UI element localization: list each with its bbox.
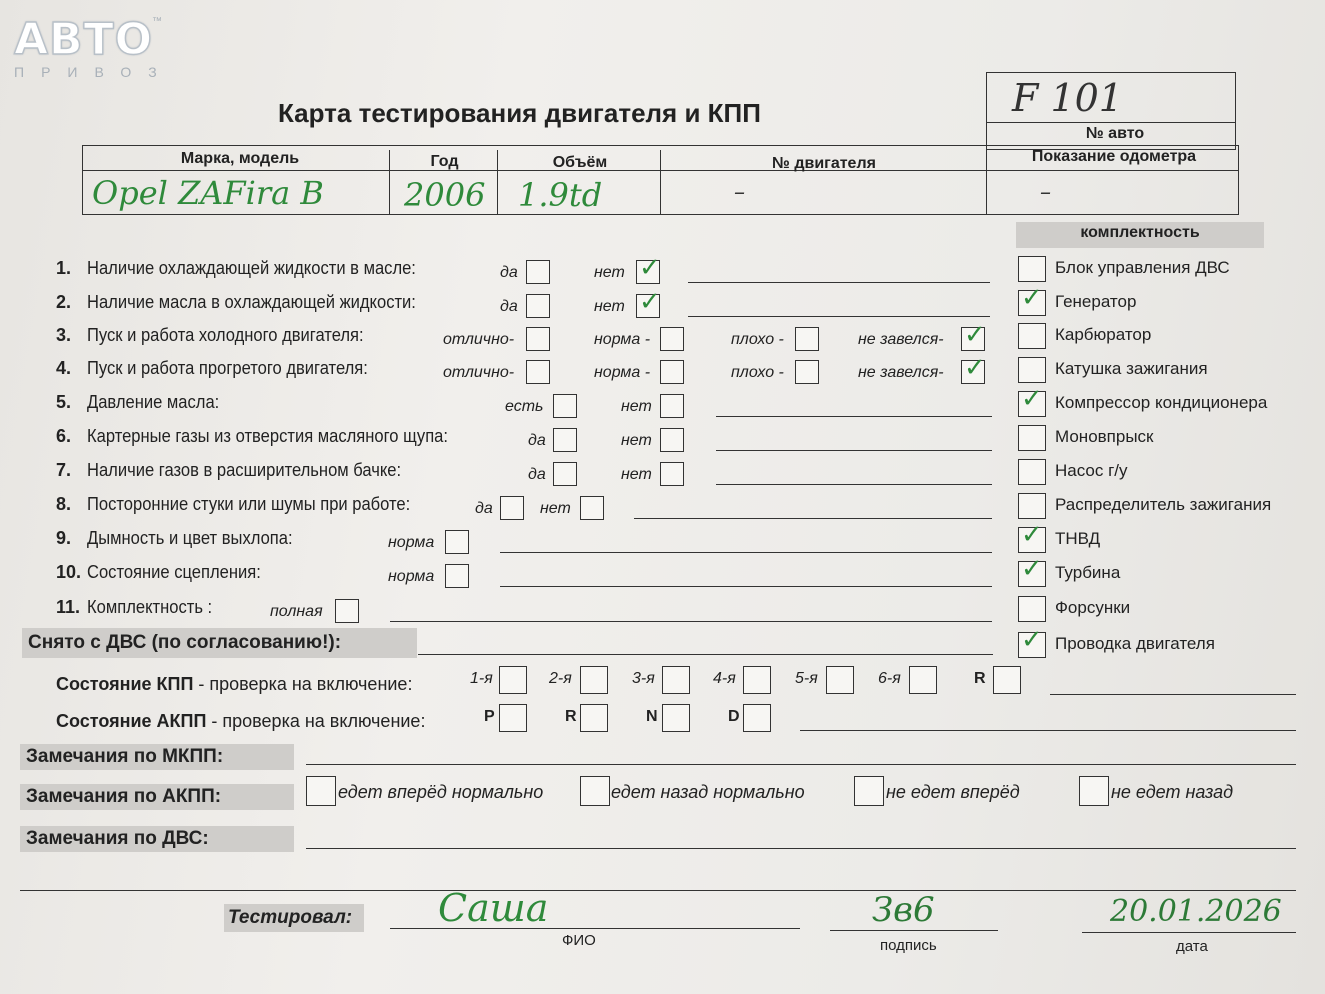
kpp-label-rest: - проверка на включение: <box>193 674 413 694</box>
component-label: Карбюратор <box>1055 325 1152 344</box>
check-mark-icon: ✓ <box>1021 384 1043 414</box>
component-checkbox[interactable] <box>1018 384 1046 417</box>
option-checkbox[interactable] <box>795 360 819 384</box>
logo-trademark: ™ <box>152 16 162 27</box>
akpp-remark-label: не едет вперёд <box>886 782 1020 802</box>
question-text: Наличие газов в расширительном бачке: <box>87 460 402 480</box>
option-label: нет <box>621 432 652 449</box>
test-date: 20.01.2026 <box>1110 894 1282 929</box>
question-text: Состояние сцепления: <box>87 562 261 582</box>
remarks-mkpp-label: Замечания по МКПП: <box>20 744 294 770</box>
header-make-model: Марка, модель <box>180 150 300 167</box>
gear-checkbox[interactable] <box>580 704 608 732</box>
component-checkbox[interactable] <box>1018 596 1046 622</box>
check-mark-icon: ✓ <box>1021 520 1043 550</box>
question-text: Давление масла: <box>87 392 220 412</box>
component-checkbox[interactable] <box>1018 625 1046 658</box>
car-number-label: № авто <box>1085 125 1145 142</box>
gear-label: P <box>484 708 495 725</box>
option-label: да <box>528 432 546 449</box>
kpp-label-bold: Состояние КПП <box>56 674 194 694</box>
akpp-remark-label: едет назад нормально <box>611 782 805 802</box>
option-label: отлично- <box>443 331 515 348</box>
option-checkbox[interactable] <box>660 428 684 452</box>
value-engine-number: – <box>734 180 745 205</box>
document-title: Карта тестирования двигателя и КПП <box>278 98 761 128</box>
akpp-remark-checkbox[interactable] <box>306 776 336 806</box>
component-checkbox[interactable] <box>1018 520 1046 553</box>
gear-label: 1-я <box>470 670 493 687</box>
akpp-label <box>56 711 425 732</box>
check-mark-icon: ✓ <box>1021 283 1043 313</box>
option-label: отлично- <box>443 364 515 381</box>
question-text: Комплектность : <box>87 597 213 617</box>
check-mark-icon: ✓ <box>639 253 661 283</box>
component-checkbox[interactable] <box>1018 323 1046 349</box>
value-make-model: Opel ZAFira B <box>92 174 324 212</box>
question-text: Наличие масла в охлаждающей жидкости: <box>87 292 416 312</box>
question-number: 6. <box>56 426 72 446</box>
question-number: 4. <box>56 358 72 378</box>
gear-checkbox[interactable] <box>909 666 937 694</box>
question-text: Дымность и цвет выхлопа: <box>87 528 293 548</box>
question-number: 1. <box>56 258 72 278</box>
option-label: плохо - <box>731 364 784 381</box>
component-label: Форсунки <box>1055 598 1131 617</box>
header-odometer: Показание одометра <box>1031 148 1197 165</box>
date-label: дата <box>1176 938 1208 955</box>
gear-checkbox[interactable] <box>993 666 1021 694</box>
gear-checkbox[interactable] <box>499 666 527 694</box>
component-checkbox[interactable] <box>1018 256 1046 282</box>
question-number: 2. <box>56 292 72 312</box>
option-checkbox[interactable] <box>526 260 550 284</box>
check-mark-icon: ✓ <box>964 320 986 350</box>
component-label: Моновпрыск <box>1055 427 1154 446</box>
answer-line <box>716 450 992 451</box>
option-checkbox[interactable] <box>445 530 469 554</box>
option-checkbox[interactable] <box>961 320 986 351</box>
gear-label: 5-я <box>795 670 818 687</box>
question-text: Наличие охлаждающей жидкости в масле: <box>87 258 416 278</box>
option-label: нет <box>594 298 625 315</box>
option-label: нет <box>594 264 625 281</box>
option-checkbox[interactable] <box>660 462 684 486</box>
option-checkbox[interactable] <box>445 564 469 588</box>
tested-by-label: Тестировал: <box>228 907 353 928</box>
option-checkbox[interactable] <box>961 353 986 384</box>
signature-label: подпись <box>880 937 937 954</box>
gear-label: 4-я <box>713 670 736 687</box>
header-year: Год <box>430 153 459 170</box>
gear-label: 6-я <box>878 670 901 687</box>
gear-checkbox[interactable] <box>580 666 608 694</box>
option-label: норма <box>388 534 435 551</box>
answer-line <box>390 621 992 622</box>
logo-main-text: АВТО <box>14 14 154 65</box>
option-label: полная <box>270 603 323 620</box>
check-mark-icon: ✓ <box>639 287 661 317</box>
option-label: да <box>500 264 518 281</box>
logo-sub-text: ПРИВОЗ <box>14 64 174 80</box>
answer-line <box>688 282 990 283</box>
value-volume: 1.9td <box>518 176 603 214</box>
gear-label: 2-я <box>549 670 572 687</box>
tester-name: Саша <box>438 886 549 930</box>
gear-label: R <box>974 670 986 687</box>
option-label: да <box>475 500 493 517</box>
gear-checkbox[interactable] <box>662 666 690 694</box>
component-label: Проводка двигателя <box>1055 634 1215 653</box>
answer-line <box>716 484 992 485</box>
option-label: да <box>500 298 518 315</box>
option-label: нет <box>621 398 652 415</box>
question-number: 3. <box>56 325 72 345</box>
component-label: Турбина <box>1055 563 1121 582</box>
option-checkbox[interactable] <box>553 394 577 418</box>
component-label: Насос г/у <box>1055 461 1128 480</box>
option-checkbox[interactable] <box>636 287 661 318</box>
component-checkbox[interactable] <box>1018 425 1046 451</box>
option-checkbox[interactable] <box>660 394 684 418</box>
answer-line <box>634 518 992 519</box>
fio-label: ФИО <box>562 932 596 949</box>
gear-label: 3-я <box>632 670 655 687</box>
question-text: Посторонние стуки или шумы при работе: <box>87 494 411 514</box>
option-checkbox[interactable] <box>636 253 661 284</box>
option-checkbox[interactable] <box>795 327 819 351</box>
value-odometer: – <box>1040 180 1051 205</box>
question-text: Пуск и работа холодного двигателя: <box>87 325 364 345</box>
removed-label: Снято с ДВС (по согласованию!): <box>28 632 342 653</box>
option-checkbox[interactable] <box>553 462 577 486</box>
gear-checkbox[interactable] <box>743 704 771 732</box>
option-checkbox[interactable] <box>526 294 550 318</box>
question-number: 5. <box>56 392 72 412</box>
header-engine-number: № двигателя <box>772 155 876 172</box>
gear-checkbox[interactable] <box>743 666 771 694</box>
option-label: плохо - <box>731 331 784 348</box>
option-label: норма <box>388 568 435 585</box>
akpp-remark-checkbox[interactable] <box>1079 776 1109 806</box>
question-number: 8. <box>56 494 72 514</box>
question-number: 7. <box>56 460 72 480</box>
option-label: не завелся- <box>858 331 944 348</box>
akpp-label-rest: - проверка на включение: <box>206 711 426 731</box>
check-mark-icon: ✓ <box>1021 554 1043 584</box>
answer-line <box>688 316 990 317</box>
component-label: Генератор <box>1055 292 1137 311</box>
option-label: нет <box>621 466 652 483</box>
check-mark-icon: ✓ <box>1021 625 1043 655</box>
gear-checkbox[interactable] <box>826 666 854 694</box>
question-text: Картерные газы из отверстия масляного щупа: <box>87 426 448 446</box>
gear-label: N <box>646 708 658 725</box>
component-checkbox[interactable] <box>1018 283 1046 316</box>
akpp-remark-checkbox[interactable] <box>580 776 610 806</box>
answer-line <box>716 416 992 417</box>
check-mark-icon: ✓ <box>964 353 986 383</box>
component-label: Распределитель зажигания <box>1055 495 1272 514</box>
question-number: 10. <box>56 562 82 582</box>
component-label: Блок управления ДВС <box>1055 258 1230 277</box>
kpp-label <box>56 674 412 695</box>
component-label: Катушка зажигания <box>1055 359 1208 378</box>
remarks-akpp-label: Замечания по АКПП: <box>20 784 294 810</box>
gear-checkbox[interactable] <box>499 704 527 732</box>
option-label: норма - <box>594 331 651 348</box>
car-number-value: F 101 <box>1012 76 1123 120</box>
option-checkbox[interactable] <box>335 599 359 623</box>
option-label: нет <box>540 500 571 517</box>
gear-label: R <box>565 708 577 725</box>
akpp-remark-label: едет вперёд нормально <box>338 782 544 802</box>
component-label: Компрессор кондиционера <box>1055 393 1268 412</box>
option-label: да <box>528 466 546 483</box>
watermark-logo <box>14 14 174 80</box>
answer-line <box>500 586 992 587</box>
kit-header-label: комплектность <box>1080 224 1200 241</box>
akpp-label-bold: Состояние АКПП <box>56 711 207 731</box>
akpp-remark-checkbox[interactable] <box>854 776 884 806</box>
option-label: есть <box>505 398 544 415</box>
option-checkbox[interactable] <box>660 360 684 384</box>
question-text: Пуск и работа прогретого двигателя: <box>87 358 368 378</box>
option-checkbox[interactable] <box>660 327 684 351</box>
akpp-remark-label: не едет назад <box>1111 782 1234 802</box>
component-checkbox[interactable] <box>1018 554 1046 587</box>
signature: Зв6 <box>872 890 935 930</box>
component-checkbox[interactable] <box>1018 459 1046 485</box>
header-volume: Объём <box>552 154 608 171</box>
option-checkbox[interactable] <box>526 360 550 384</box>
component-checkbox[interactable] <box>1018 493 1046 519</box>
gear-checkbox[interactable] <box>662 704 690 732</box>
component-checkbox[interactable] <box>1018 357 1046 383</box>
answer-line <box>500 552 992 553</box>
component-label: ТНВД <box>1055 529 1101 548</box>
option-checkbox[interactable] <box>553 428 577 452</box>
remarks-dvs-label: Замечания по ДВС: <box>20 826 294 852</box>
gear-label: D <box>728 708 740 725</box>
question-number: 9. <box>56 528 72 548</box>
option-label: норма - <box>594 364 651 381</box>
option-checkbox[interactable] <box>526 327 550 351</box>
option-label: не завелся- <box>858 364 944 381</box>
value-year: 2006 <box>404 176 486 214</box>
option-checkbox[interactable] <box>500 496 524 520</box>
option-checkbox[interactable] <box>580 496 604 520</box>
question-number: 11. <box>56 597 81 617</box>
